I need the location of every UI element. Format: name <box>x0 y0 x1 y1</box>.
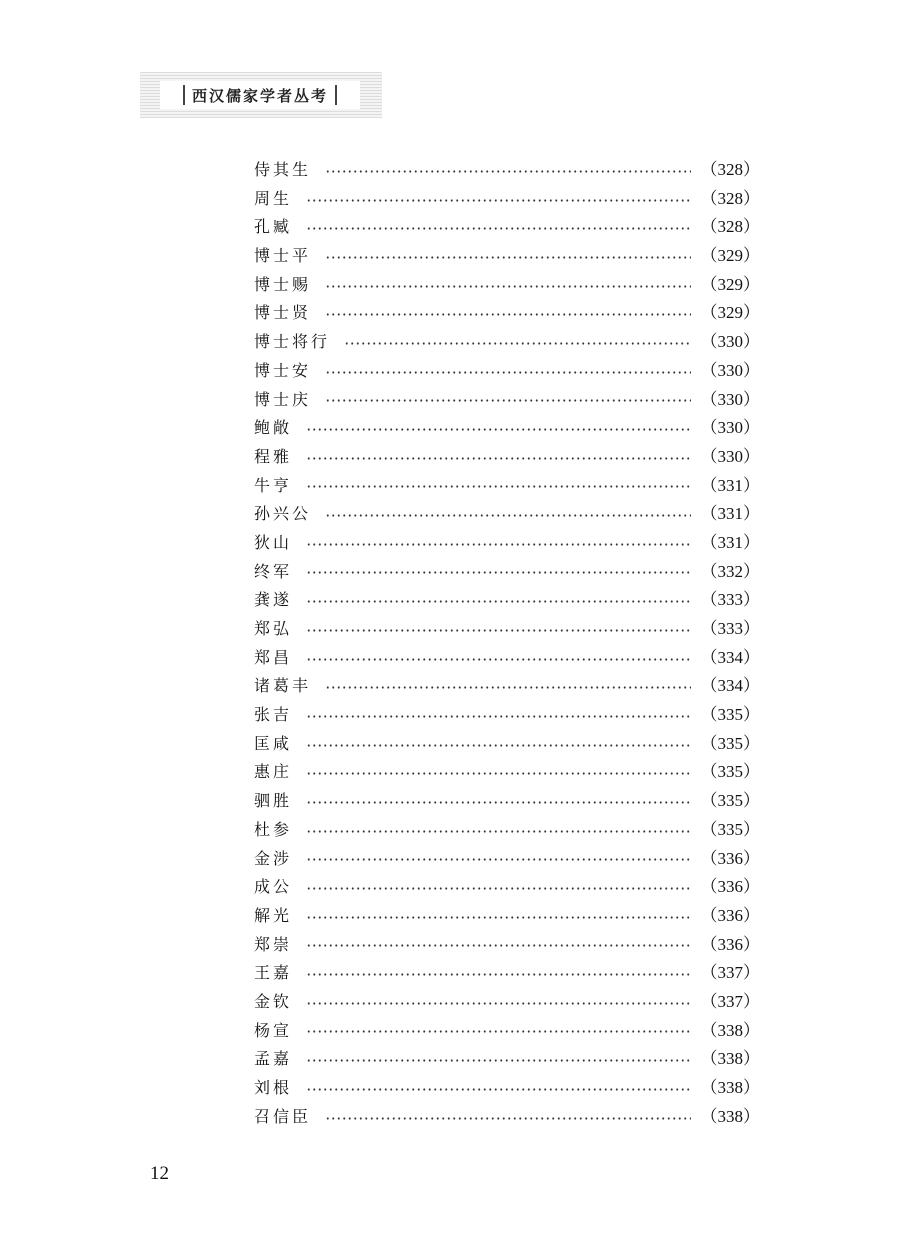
toc-entry-name: 博士赐 <box>254 274 312 294</box>
dot-leader <box>306 973 690 976</box>
toc-entry <box>254 1044 760 1073</box>
toc-entry-name: 周生 <box>254 188 293 208</box>
toc-entry-name: 博士贤 <box>254 303 312 323</box>
toc-entry-name: 金涉 <box>254 848 293 868</box>
dot-leader <box>306 543 690 546</box>
toc-entry-name: 杜参 <box>254 819 293 839</box>
toc-entry-name: 解光 <box>254 905 293 925</box>
toc-entry-name: 召信臣 <box>254 1106 312 1126</box>
toc-entry-page: （334） <box>700 647 760 667</box>
dot-leader <box>306 600 690 603</box>
toc-entry <box>254 1102 760 1131</box>
toc-entry-page: （336） <box>700 905 760 925</box>
toc-entry-page: （329） <box>700 274 760 294</box>
toc-entry-name: 驷胜 <box>254 791 293 811</box>
toc-entry <box>254 442 760 471</box>
toc-entry <box>254 958 760 987</box>
toc-entry-name: 博士平 <box>254 246 312 266</box>
dot-leader <box>306 1059 690 1062</box>
dot-leader <box>306 715 690 718</box>
toc-entry-page: （338） <box>700 1049 760 1069</box>
toc-entry-name: 王嘉 <box>254 963 293 983</box>
dot-leader <box>306 485 690 488</box>
toc-entry-name: 鲍敞 <box>254 418 293 438</box>
dot-leader <box>325 285 690 288</box>
toc-entry-page: （333） <box>700 590 760 610</box>
toc-entry-page: （329） <box>700 246 760 266</box>
toc-entry-name: 金钦 <box>254 991 293 1011</box>
toc-entry <box>254 872 760 901</box>
dot-leader <box>325 256 690 259</box>
toc-entry <box>254 327 760 356</box>
dot-leader <box>325 1117 690 1120</box>
toc-entry-page: （329） <box>700 303 760 323</box>
dot-leader <box>306 772 690 775</box>
dot-leader <box>306 801 690 804</box>
toc-entry <box>254 1073 760 1102</box>
toc-entry <box>254 413 760 442</box>
toc-entry-page: （330） <box>700 332 760 352</box>
dot-leader <box>306 944 690 947</box>
toc-entry-page: （331） <box>700 532 760 552</box>
toc-entry-page: （336） <box>700 934 760 954</box>
toc-entry <box>254 757 760 786</box>
series-title: 西汉儒家学者丛考 <box>191 86 328 105</box>
toc-entry <box>254 385 760 414</box>
toc-entry <box>254 585 760 614</box>
dot-leader <box>325 399 690 402</box>
toc-entry <box>254 901 760 930</box>
dot-leader <box>325 313 690 316</box>
dot-leader <box>306 887 690 890</box>
toc-entry-name: 侍其生 <box>254 160 312 179</box>
toc-entry-name: 孔臧 <box>254 217 293 237</box>
toc-entry-page: （338） <box>700 1078 760 1097</box>
toc-entry-page: （330） <box>700 360 760 380</box>
toc-entry-page: （331） <box>700 475 760 495</box>
toc-entry-name: 终军 <box>254 561 293 581</box>
toc-entry-page: （336） <box>700 877 760 897</box>
toc-entry <box>254 499 760 528</box>
table-of-contents <box>254 155 760 1130</box>
toc-entry-page: （335） <box>700 733 760 753</box>
dot-leader <box>306 858 690 861</box>
toc-entry-name: 张吉 <box>254 705 293 725</box>
toc-entry-name: 成公 <box>254 877 293 897</box>
series-header <box>160 81 360 109</box>
toc-entry-page: （337） <box>700 991 760 1011</box>
dot-leader <box>306 629 690 632</box>
toc-entry-name: 郑崇 <box>254 934 293 954</box>
toc-entry <box>254 528 760 557</box>
toc-entry-page: （328） <box>700 217 760 237</box>
toc-entry-name: 龚遂 <box>254 590 293 610</box>
toc-entry <box>254 700 760 729</box>
toc-entry-page: （338） <box>700 1020 760 1040</box>
toc-entry <box>254 671 760 700</box>
toc-entry-page: （335） <box>700 705 760 725</box>
toc-entry-name: 郑弘 <box>254 619 293 638</box>
toc-entry-page: （336） <box>700 848 760 868</box>
toc-entry-page: （328） <box>700 160 760 179</box>
toc-entry <box>254 815 760 844</box>
toc-entry-page: （332） <box>700 561 760 581</box>
toc-entry-name: 牛亨 <box>254 475 293 495</box>
toc-entry-page: （333） <box>700 619 760 638</box>
toc-entry <box>254 614 760 643</box>
page-number: 12 <box>150 1163 169 1184</box>
toc-entry-name: 博士庆 <box>254 389 312 409</box>
dot-leader <box>306 1030 690 1033</box>
toc-entry-page: （330） <box>700 389 760 409</box>
toc-entry-page: （338） <box>700 1106 760 1126</box>
toc-entry-name: 狄山 <box>254 532 293 552</box>
toc-entry <box>254 212 760 241</box>
toc-entry-name: 惠庄 <box>254 762 293 782</box>
dot-leader <box>306 199 690 202</box>
toc-entry-name: 孟嘉 <box>254 1049 293 1069</box>
toc-entry <box>254 987 760 1016</box>
toc-entry <box>254 557 760 586</box>
toc-entry-page: （335） <box>700 762 760 782</box>
header-bar-left <box>183 85 185 105</box>
dot-leader <box>325 170 690 173</box>
dot-leader <box>325 514 690 517</box>
header-bar-right <box>335 85 337 105</box>
dot-leader <box>306 571 690 574</box>
toc-entry <box>254 786 760 815</box>
series-header-banner <box>140 72 382 118</box>
toc-entry <box>254 471 760 500</box>
dot-leader <box>306 830 690 833</box>
dot-leader <box>306 744 690 747</box>
toc-entry-name: 诸葛丰 <box>254 676 312 696</box>
toc-entry-name: 匡咸 <box>254 733 293 753</box>
toc-entry-page: （335） <box>700 819 760 839</box>
dot-leader <box>306 1088 690 1091</box>
toc-entry-page: （335） <box>700 791 760 811</box>
dot-leader <box>344 342 690 345</box>
toc-entry-page: （331） <box>700 504 760 524</box>
toc-entry-name: 刘根 <box>254 1078 293 1097</box>
toc-entry-page: （337） <box>700 963 760 983</box>
dot-leader <box>306 428 690 431</box>
dot-leader <box>306 658 690 661</box>
toc-entry <box>254 155 760 184</box>
toc-entry-name: 孙兴公 <box>254 504 312 524</box>
toc-entry <box>254 844 760 873</box>
dot-leader <box>306 457 690 460</box>
dot-leader <box>325 371 690 374</box>
toc-entry <box>254 241 760 270</box>
toc-entry <box>254 184 760 213</box>
toc-entry <box>254 1016 760 1045</box>
toc-entry <box>254 643 760 672</box>
dot-leader <box>306 1002 690 1005</box>
toc-entry-name: 郑昌 <box>254 647 293 667</box>
toc-entry-page: （328） <box>700 188 760 208</box>
toc-entry <box>254 356 760 385</box>
toc-entry-name: 博士将行 <box>254 332 331 352</box>
toc-entry-name: 博士安 <box>254 360 312 380</box>
dot-leader <box>306 227 690 230</box>
toc-entry-page: （330） <box>700 446 760 466</box>
toc-entry <box>254 270 760 299</box>
toc-entry-page: （330） <box>700 418 760 438</box>
toc-entry <box>254 729 760 758</box>
dot-leader <box>306 916 690 919</box>
toc-entry <box>254 930 760 959</box>
toc-entry-name: 杨宣 <box>254 1020 293 1040</box>
toc-entry-name: 程雅 <box>254 446 293 466</box>
toc-entry <box>254 298 760 327</box>
toc-entry-page: （334） <box>700 676 760 696</box>
dot-leader <box>325 686 690 689</box>
